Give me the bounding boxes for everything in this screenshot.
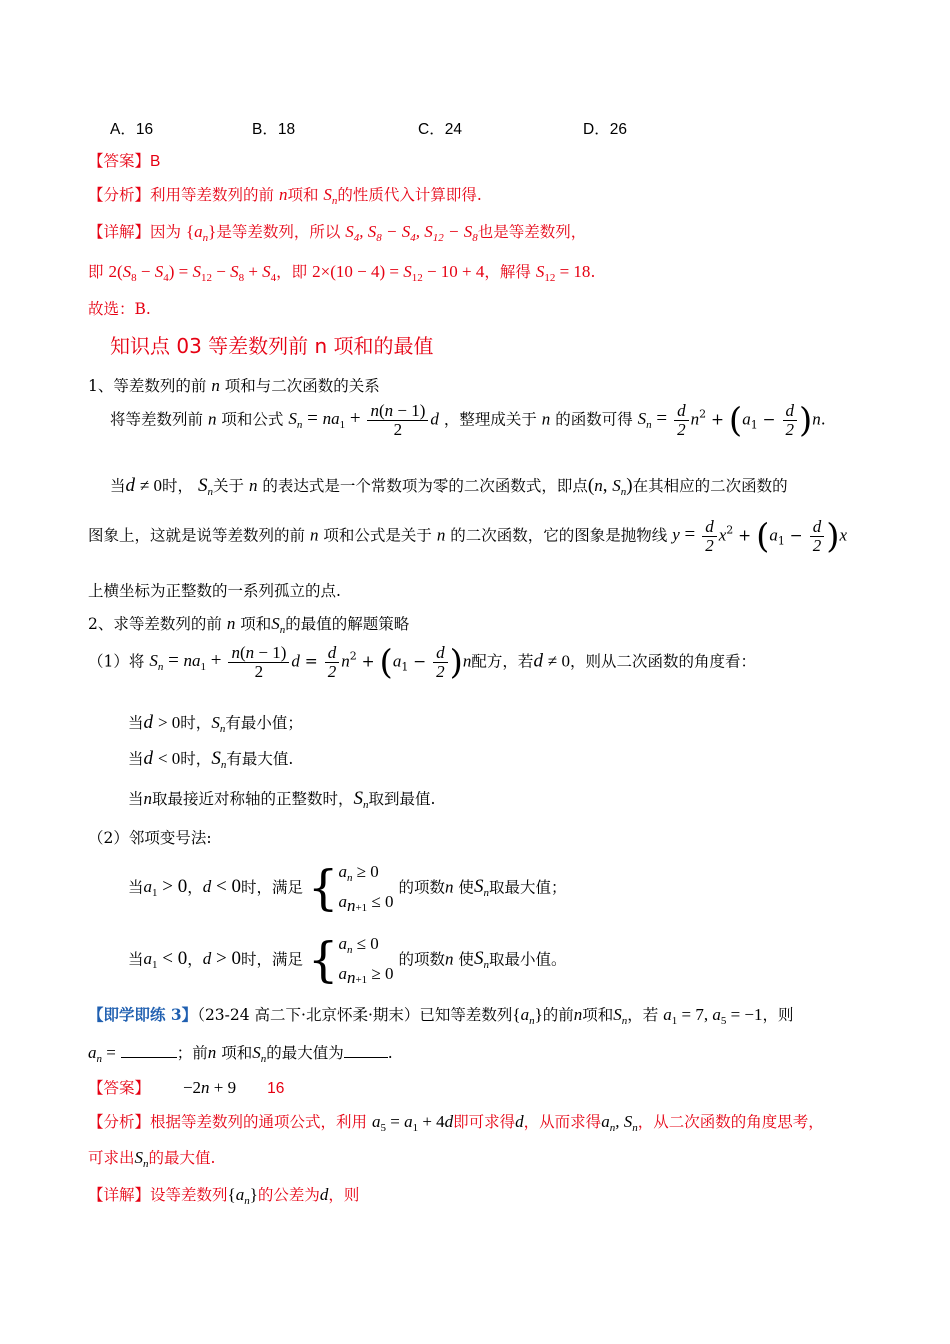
practice-analysis-2: 可求出$S_n$的最大值.: [88, 1148, 216, 1170]
strategy-1c: 当n取最接近对称轴的正整数时，$S_n$取到最值.: [128, 788, 436, 811]
practice-detail-tag: 【详解】: [88, 1186, 151, 1204]
analysis-tag: 【分析】: [88, 186, 151, 204]
answer-line: [88, 149, 160, 171]
option-a: A．16: [110, 121, 154, 138]
answer-tag: 【答案】: [88, 152, 151, 170]
answer-blank-1[interactable]: [121, 1043, 177, 1058]
practice-answer-tag: 【答案】: [88, 1079, 151, 1097]
paragraph-1: 将等差数列前 n 项和公式 $S_n = na_1$ + $\frac{n(n - 1)}{2}$ d ，整理成关于 n 的函数可得 $S_n$ = $\frac{d}{2}$ $n^2 + (a_1$ − $\frac{d}{2}$ )n.: [110, 400, 826, 441]
practice-analysis-tag: 【分析】: [88, 1113, 151, 1131]
item2-title: 2、求等差数列的前 n 项和$S_n$的最值的解题策略: [88, 614, 410, 636]
strategy-2a: 当$a_1 > 0$，d < 0时，满足 { $a_n \ge 0$ $a_{n+1} \le 0$ 的项数n 使$S_n$取最大值；: [128, 860, 567, 917]
practice-analysis: 【分析】根据等差数列的通项公式，利用 $a_5 = a_1 + 4d$即可求得d，从而求得$a_n$, $S_n$，从二次函数的角度思考，: [88, 1112, 824, 1134]
section-title: 知识点 03 等差数列前 n 项和的最值: [110, 334, 434, 358]
option-d: D．26: [583, 121, 627, 138]
item1-title: 1、等差数列的前 n 项和与二次函数的关系: [88, 376, 380, 395]
practice-answer: 【答案】 −2n + 9 16: [88, 1078, 285, 1097]
paragraph-3: 图象上，这就是说等差数列的前 n 项和公式是关于 n 的二次函数，它的图象是抛物线 y = $\frac{d}{2}$ $x^2 + (a_1$ − $\frac{d}{2}$ )x: [88, 516, 847, 557]
practice-line-2: $a_n$ = ；前n 项和$S_n$的最大值为 .: [88, 1043, 393, 1065]
answer-blank-2[interactable]: [344, 1043, 388, 1058]
practice-tag: 【即学即练 3】: [88, 1005, 198, 1024]
paragraph-4: 上横坐标为正整数的一系列孤立的点.: [88, 582, 341, 600]
strategy-1b: 当d < 0时，$S_n$有最大值.: [128, 748, 294, 771]
detail-line-2: 即 $2(S_8 - S_4) = S_{12} - S_8 + S_4$，即 $2\times(10 - 4) = S_{12} - 10 + 4$，解得 $S_{12} = 18$.: [88, 262, 596, 284]
practice-detail: 【详解】设等差数列$\{a_n\}$的公差为d，则: [88, 1185, 360, 1207]
detail-tag: 【详解】: [88, 223, 151, 241]
choose-line: 故选：B.: [88, 300, 151, 318]
option-c: C．24: [418, 121, 462, 138]
paragraph-2: 当d ≠ 0时， $S_n$关于 n 的表达式是一个常数项为零的二次函数式，即点(n, $S_n$)在其相应的二次函数的: [110, 475, 788, 498]
strategy-2: （2）邻项变号法:: [88, 829, 212, 847]
answer-value: B: [150, 153, 161, 170]
option-b: B．18: [252, 121, 296, 138]
analysis-line: 【分析】利用等差数列的前 n项和 $S_n$的性质代入计算即得.: [88, 185, 482, 207]
detail-line: 【详解】因为 $\{a_n\}$是等差数列，所以 $S_4$, $S_8 - S_4$, $S_{12} - S_8$也是等差数列，: [88, 222, 587, 244]
strategy-1a: 当d > 0时，$S_n$有最小值；: [128, 712, 303, 735]
strategy-1: （1）将 $S_n = na_1$ + $\frac{n(n - 1)}{2}$ d = $\frac{d}{2}$ $n^2 + (a_1$ − $\frac{d}{2}$ )n配方，若d ≠ 0，则从二次函数的角度看：: [88, 642, 756, 683]
practice-line: 【即学即练 3】（23-24 高二下·北京怀柔·期末）已知等差数列$\{a_n\}$的前n项和$S_n$，若 $a_1 = 7$, $a_5 = -1$，则: [88, 1005, 794, 1027]
practice-answer-value: 16: [267, 1080, 285, 1097]
strategy-2b: 当$a_1 < 0$，d > 0时，满足 { $a_n \le 0$ $a_{n+1} \ge 0$ 的项数n 使$S_n$取最小值。: [128, 932, 567, 989]
